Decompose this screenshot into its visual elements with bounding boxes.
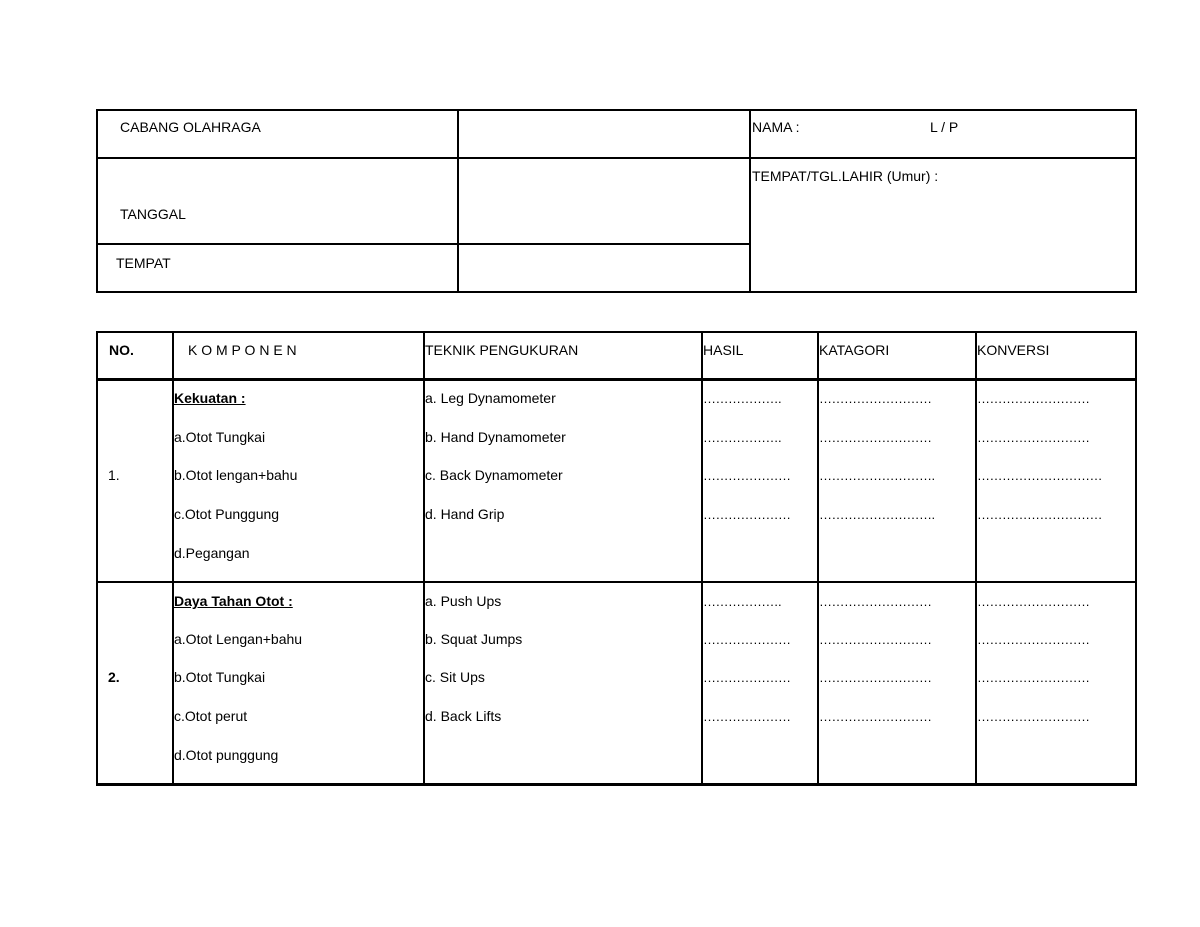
cabang-olahraga-label: CABANG OLAHRAGA (120, 119, 261, 135)
cabang-olahraga-field[interactable] (459, 111, 749, 157)
konversi-blank[interactable]: ……………………… (977, 671, 1090, 685)
konversi-blank[interactable]: ……………………… (977, 595, 1090, 609)
birth-place-date-label: TEMPAT/TGL.LAHIR (Umur) : (752, 168, 939, 184)
nama-label: NAMA : (752, 119, 800, 135)
hasil-blank[interactable]: ………………… (703, 633, 791, 647)
tanggal-field[interactable] (459, 159, 749, 243)
hasil-blank[interactable]: ………………. (703, 392, 782, 406)
hasil-blank[interactable]: ………………… (703, 710, 791, 724)
row-number: 1. (108, 467, 120, 483)
header-no: NO. (109, 342, 134, 358)
header-konversi: KONVERSI (977, 342, 1050, 358)
component-title: Kekuatan : (174, 390, 246, 406)
technique-item: c. Back Dynamometer (425, 467, 563, 483)
component-item: b.Otot lengan+bahu (174, 467, 298, 483)
technique-item: b. Hand Dynamometer (425, 429, 566, 445)
header-hasil: HASIL (703, 342, 744, 358)
technique-item: a. Leg Dynamometer (425, 390, 556, 406)
katagori-blank[interactable]: ……………………… (819, 392, 932, 406)
gender-label: L / P (930, 119, 959, 135)
konversi-blank[interactable]: ………………………… (977, 469, 1102, 483)
hasil-blank[interactable]: ………………… (703, 508, 791, 522)
component-item: a.Otot Tungkai (174, 429, 266, 445)
technique-item: c. Sit Ups (425, 669, 485, 685)
row-number: 2. (108, 669, 120, 685)
hasil-blank[interactable]: ………………. (703, 595, 782, 609)
technique-item: a. Push Ups (425, 593, 502, 609)
katagori-blank[interactable]: ……………………… (819, 633, 932, 647)
katagori-blank[interactable]: ……………………… (819, 595, 932, 609)
technique-item: d. Back Lifts (425, 708, 502, 724)
tanggal-label: TANGGAL (120, 206, 186, 222)
konversi-blank[interactable]: ………………………… (977, 508, 1102, 522)
hasil-blank[interactable]: ………………… (703, 469, 791, 483)
hasil-blank[interactable]: ………………. (703, 431, 782, 445)
component-item: a.Otot Lengan+bahu (174, 631, 303, 647)
konversi-blank[interactable]: ……………………… (977, 392, 1090, 406)
component-item: b.Otot Tungkai (174, 669, 266, 685)
technique-item: d. Hand Grip (425, 506, 505, 522)
header-katagori: KATAGORI (819, 342, 890, 358)
component-title: Daya Tahan Otot : (174, 593, 293, 609)
component-item: c.Otot Punggung (174, 506, 280, 522)
component-item: c.Otot perut (174, 708, 248, 724)
technique-item: b. Squat Jumps (425, 631, 523, 647)
katagori-blank[interactable]: ……………………… (819, 710, 932, 724)
component-item: d.Pegangan (174, 545, 250, 561)
tempat-label: TEMPAT (116, 255, 171, 271)
header-teknik: TEKNIK PENGUKURAN (425, 342, 579, 358)
katagori-blank[interactable]: ……………………… (819, 431, 932, 445)
konversi-blank[interactable]: ……………………… (977, 633, 1090, 647)
hasil-blank[interactable]: ………………… (703, 671, 791, 685)
katagori-blank[interactable]: ………………………. (819, 469, 935, 483)
header-komponen: K O M P O N E N (188, 342, 297, 358)
katagori-blank[interactable]: ……………………… (819, 671, 932, 685)
konversi-blank[interactable]: ……………………… (977, 710, 1090, 724)
katagori-blank[interactable]: ………………………. (819, 508, 935, 522)
component-item: d.Otot punggung (174, 747, 279, 763)
konversi-blank[interactable]: ……………………… (977, 431, 1090, 445)
tempat-field[interactable] (459, 245, 749, 291)
